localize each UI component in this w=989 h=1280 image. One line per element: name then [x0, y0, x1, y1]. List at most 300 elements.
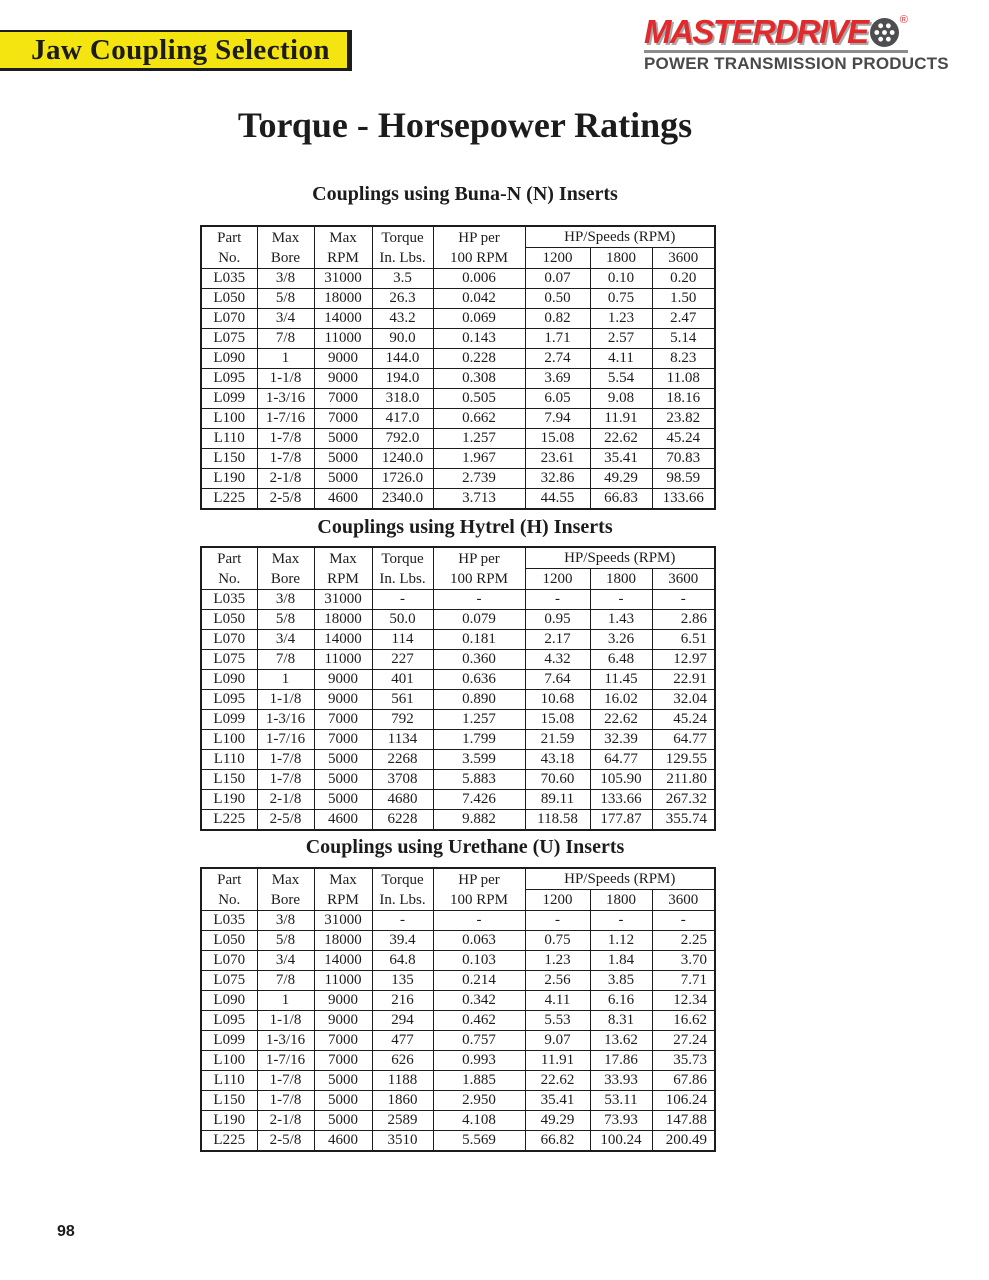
table-cell: 6.51 — [652, 630, 715, 650]
table-cell: 0.006 — [433, 269, 525, 289]
table-cell: 31000 — [314, 590, 372, 610]
table-cell: 2-5/8 — [257, 810, 314, 831]
table-cell: 5000 — [314, 1111, 372, 1131]
table-cell: 18000 — [314, 610, 372, 630]
table-cell: L035 — [201, 590, 257, 610]
table-cell: 5.54 — [590, 369, 652, 389]
table-cell: L150 — [201, 1091, 257, 1111]
col-header-max-bore: Max Bore — [257, 226, 314, 269]
table-header — [201, 868, 715, 911]
table-cell: L099 — [201, 1031, 257, 1051]
table-cell: 7.426 — [433, 790, 525, 810]
table-cell: 8.23 — [652, 349, 715, 369]
table-cell: 12.97 — [652, 650, 715, 670]
table-cell: 1-7/16 — [257, 1051, 314, 1071]
table-cell: 0.505 — [433, 389, 525, 409]
table-cell: 0.10 — [590, 269, 652, 289]
table-cell: 2.739 — [433, 469, 525, 489]
section-title: Couplings using Urethane (U) Inserts — [305, 836, 625, 858]
table-row — [201, 690, 715, 710]
table-cell: 1.43 — [590, 610, 652, 630]
table-cell: 4.11 — [590, 349, 652, 369]
logo-top-row — [644, 13, 908, 51]
table-row — [201, 309, 715, 329]
table-row — [201, 1091, 715, 1111]
table-cell: L070 — [201, 309, 257, 329]
table-cell: 1.71 — [525, 329, 590, 349]
table-cell: 0.042 — [433, 289, 525, 309]
table-cell: 7/8 — [257, 971, 314, 991]
table-row — [201, 750, 715, 770]
table-cell: 0.20 — [652, 269, 715, 289]
table-cell: 35.41 — [590, 449, 652, 469]
banner-label: Jaw Coupling Selection — [31, 33, 330, 66]
col-header-hp-per-100rpm: HP per 100 RPM — [433, 868, 525, 911]
table-cell: 7/8 — [257, 650, 314, 670]
table-cell: 5000 — [314, 770, 372, 790]
logo-tagline: POWER TRANSMISSION PRODUCTS — [644, 54, 949, 73]
table-cell: - — [372, 590, 433, 610]
table-cell: 11.91 — [590, 409, 652, 429]
table-cell: 5000 — [314, 429, 372, 449]
table-cell: 0.757 — [433, 1031, 525, 1051]
col-header-part-no: Part No. — [201, 226, 257, 269]
table-cell: 0.214 — [433, 971, 525, 991]
table-cell: L110 — [201, 429, 257, 449]
col-header-torque: Torque In. Lbs. — [372, 547, 433, 590]
col-header-1800: 1800 — [590, 569, 652, 590]
table-cell: 118.58 — [525, 810, 590, 831]
table-cell: 100.24 — [590, 1131, 652, 1152]
table-cell: - — [590, 911, 652, 931]
table-cell: 5000 — [314, 1091, 372, 1111]
table-header — [201, 226, 715, 269]
table-row — [201, 770, 715, 790]
table-cell: L110 — [201, 1071, 257, 1091]
table-cell: 33.93 — [590, 1071, 652, 1091]
table-cell: L100 — [201, 730, 257, 750]
table-cell: 22.62 — [525, 1071, 590, 1091]
table-cell: 0.308 — [433, 369, 525, 389]
table-cell: 9000 — [314, 670, 372, 690]
table-cell: 2340.0 — [372, 489, 433, 510]
table-cell: L075 — [201, 971, 257, 991]
table-cell: 9.08 — [590, 389, 652, 409]
table-cell: L090 — [201, 991, 257, 1011]
col-header-1200: 1200 — [525, 890, 590, 911]
table-cell: L075 — [201, 650, 257, 670]
table-cell: 2.25 — [652, 931, 715, 951]
table-cell: 16.62 — [652, 1011, 715, 1031]
table-cell: 7000 — [314, 389, 372, 409]
table-cell: 10.68 — [525, 690, 590, 710]
table-cell: 3.26 — [590, 630, 652, 650]
table-cell: 9.882 — [433, 810, 525, 831]
table-cell: L090 — [201, 349, 257, 369]
table-cell: 1-1/8 — [257, 690, 314, 710]
table-cell: 1-7/8 — [257, 429, 314, 449]
table-row — [201, 971, 715, 991]
table-cell: 2.47 — [652, 309, 715, 329]
table-cell: L075 — [201, 329, 257, 349]
table-cell: 1726.0 — [372, 469, 433, 489]
table-cell: 1-3/16 — [257, 710, 314, 730]
table-cell: L190 — [201, 469, 257, 489]
table-row — [201, 730, 715, 750]
table-cell: 2-5/8 — [257, 1131, 314, 1152]
table-cell: 0.95 — [525, 610, 590, 630]
table-cell: L225 — [201, 489, 257, 510]
table-cell: 0.07 — [525, 269, 590, 289]
table-cell: 792.0 — [372, 429, 433, 449]
table-cell: - — [652, 911, 715, 931]
table-cell: 2.17 — [525, 630, 590, 650]
registered-trademark-symbol: ® — [899, 14, 908, 26]
table-cell: 792 — [372, 710, 433, 730]
col-header-torque: Torque In. Lbs. — [372, 226, 433, 269]
table-cell: 3/8 — [257, 911, 314, 931]
table-cell: 2589 — [372, 1111, 433, 1131]
table-cell: L095 — [201, 690, 257, 710]
table-cell: 2-5/8 — [257, 489, 314, 510]
table-cell: L100 — [201, 1051, 257, 1071]
section-title: Couplings using Hytrel (H) Inserts — [317, 516, 613, 538]
table-cell: 15.08 — [525, 710, 590, 730]
table-cell: 14000 — [314, 951, 372, 971]
table-cell: 49.29 — [590, 469, 652, 489]
table-cell: 1.257 — [433, 429, 525, 449]
table-body — [201, 269, 715, 510]
table-cell: 64.8 — [372, 951, 433, 971]
table-cell: 1.257 — [433, 710, 525, 730]
table-cell: 5.53 — [525, 1011, 590, 1031]
table-cell: 2.74 — [525, 349, 590, 369]
table-cell: 18000 — [314, 931, 372, 951]
ratings-table-hytrel — [200, 546, 716, 831]
table-row — [201, 289, 715, 309]
table-cell: 3510 — [372, 1131, 433, 1152]
table-row — [201, 1011, 715, 1031]
table-cell: - — [433, 911, 525, 931]
table-section-buna-n — [200, 182, 730, 510]
table-cell: 5000 — [314, 449, 372, 469]
table-cell: 3/4 — [257, 630, 314, 650]
table-row — [201, 670, 715, 690]
table-cell: L190 — [201, 790, 257, 810]
table-cell: 31000 — [314, 911, 372, 931]
table-cell: 2268 — [372, 750, 433, 770]
table-cell: 73.93 — [590, 1111, 652, 1131]
table-cell: 227 — [372, 650, 433, 670]
table-cell: 1860 — [372, 1091, 433, 1111]
table-cell: 0.50 — [525, 289, 590, 309]
table-cell: 43.18 — [525, 750, 590, 770]
col-header-hp-speeds-group: HP/Speeds (RPM) — [525, 226, 715, 248]
table-cell: L095 — [201, 369, 257, 389]
table-cell: 9000 — [314, 690, 372, 710]
col-header-1200: 1200 — [525, 569, 590, 590]
table-row — [201, 429, 715, 449]
table-cell: 144.0 — [372, 349, 433, 369]
col-header-1200: 1200 — [525, 248, 590, 269]
table-cell: 32.39 — [590, 730, 652, 750]
table-cell: 4.108 — [433, 1111, 525, 1131]
table-cell: 147.88 — [652, 1111, 715, 1131]
table-cell: 2.57 — [590, 329, 652, 349]
table-cell: 3.713 — [433, 489, 525, 510]
table-cell: 3/8 — [257, 269, 314, 289]
table-cell: 0.993 — [433, 1051, 525, 1071]
col-header-torque: Torque In. Lbs. — [372, 868, 433, 911]
table-cell: 5000 — [314, 1071, 372, 1091]
table-cell: 44.55 — [525, 489, 590, 510]
table-cell: 4600 — [314, 489, 372, 510]
table-row — [201, 650, 715, 670]
table-cell: L099 — [201, 710, 257, 730]
table-cell: 22.91 — [652, 670, 715, 690]
table-cell: 39.4 — [372, 931, 433, 951]
col-header-3600: 3600 — [652, 890, 715, 911]
table-cell: 561 — [372, 690, 433, 710]
table-cell: 7000 — [314, 1031, 372, 1051]
table-cell: L070 — [201, 630, 257, 650]
table-cell: 1-1/8 — [257, 1011, 314, 1031]
table-cell: L050 — [201, 931, 257, 951]
table-cell: 9000 — [314, 369, 372, 389]
table-cell: 18.16 — [652, 389, 715, 409]
table-cell: 66.83 — [590, 489, 652, 510]
table-cell: 53.11 — [590, 1091, 652, 1111]
table-cell: L050 — [201, 289, 257, 309]
table-cell: 49.29 — [525, 1111, 590, 1131]
table-row — [201, 369, 715, 389]
table-cell: 1.799 — [433, 730, 525, 750]
table-cell: 3708 — [372, 770, 433, 790]
col-header-hp-per-100rpm: HP per 100 RPM — [433, 547, 525, 590]
table-cell: - — [525, 911, 590, 931]
table-cell: 9.07 — [525, 1031, 590, 1051]
table-cell: 5000 — [314, 750, 372, 770]
table-cell: 0.342 — [433, 991, 525, 1011]
table-cell: 5/8 — [257, 931, 314, 951]
table-cell: 21.59 — [525, 730, 590, 750]
table-cell: 4680 — [372, 790, 433, 810]
table-cell: 2-1/8 — [257, 1111, 314, 1131]
table-cell: 23.61 — [525, 449, 590, 469]
table-cell: 32.04 — [652, 690, 715, 710]
table-cell: 3.69 — [525, 369, 590, 389]
table-cell: L190 — [201, 1111, 257, 1131]
table-cell: - — [372, 911, 433, 931]
table-row — [201, 469, 715, 489]
table-cell: 7000 — [314, 409, 372, 429]
table-cell: 4.11 — [525, 991, 590, 1011]
table-cell: 23.82 — [652, 409, 715, 429]
table-cell: 18000 — [314, 289, 372, 309]
col-header-hp-speeds-group: HP/Speeds (RPM) — [525, 868, 715, 890]
table-row — [201, 389, 715, 409]
table-cell: 4600 — [314, 1131, 372, 1152]
table-row — [201, 329, 715, 349]
table-cell: L050 — [201, 610, 257, 630]
table-cell: 8.31 — [590, 1011, 652, 1031]
table-cell: 0.063 — [433, 931, 525, 951]
table-cell: 0.662 — [433, 409, 525, 429]
table-cell: L150 — [201, 770, 257, 790]
table-cell: 211.80 — [652, 770, 715, 790]
table-cell: 2-1/8 — [257, 790, 314, 810]
table-cell: 0.079 — [433, 610, 525, 630]
table-cell: 3/8 — [257, 590, 314, 610]
table-cell: L035 — [201, 911, 257, 931]
table-cell: 1.23 — [590, 309, 652, 329]
col-header-hp-speeds-group: HP/Speeds (RPM) — [525, 547, 715, 569]
col-header-1800: 1800 — [590, 890, 652, 911]
table-cell: 64.77 — [652, 730, 715, 750]
table-cell: L035 — [201, 269, 257, 289]
table-cell: 477 — [372, 1031, 433, 1051]
table-cell: 114 — [372, 630, 433, 650]
table-cell: L225 — [201, 1131, 257, 1152]
col-header-max-rpm: Max RPM — [314, 868, 372, 911]
table-cell: 6.48 — [590, 650, 652, 670]
table-cell: 2.56 — [525, 971, 590, 991]
table-cell: 0.636 — [433, 670, 525, 690]
col-header-max-rpm: Max RPM — [314, 226, 372, 269]
table-cell: 6.16 — [590, 991, 652, 1011]
table-cell: 133.66 — [590, 790, 652, 810]
table-cell: - — [590, 590, 652, 610]
table-cell: 98.59 — [652, 469, 715, 489]
col-header-max-bore: Max Bore — [257, 547, 314, 590]
table-cell: 200.49 — [652, 1131, 715, 1152]
table-cell: 2-1/8 — [257, 469, 314, 489]
table-cell: - — [525, 590, 590, 610]
table-cell: 1.967 — [433, 449, 525, 469]
table-cell: - — [433, 590, 525, 610]
table-cell: 0.75 — [525, 931, 590, 951]
table-row — [201, 1071, 715, 1091]
table-cell: L095 — [201, 1011, 257, 1031]
table-cell: 22.62 — [590, 710, 652, 730]
table-cell: 7000 — [314, 710, 372, 730]
table-cell: L070 — [201, 951, 257, 971]
table-cell: 135 — [372, 971, 433, 991]
table-row — [201, 710, 715, 730]
col-header-hp-per-100rpm: HP per 100 RPM — [433, 226, 525, 269]
table-cell: 9000 — [314, 349, 372, 369]
table-cell: 1.23 — [525, 951, 590, 971]
table-row — [201, 790, 715, 810]
table-cell: 35.41 — [525, 1091, 590, 1111]
table-cell: 7.71 — [652, 971, 715, 991]
table-cell: 294 — [372, 1011, 433, 1031]
table-cell: 14000 — [314, 309, 372, 329]
table-cell: 13.62 — [590, 1031, 652, 1051]
table-cell: - — [652, 590, 715, 610]
table-cell: L225 — [201, 810, 257, 831]
masterdrive-logo — [644, 13, 949, 74]
table-cell: 0.75 — [590, 289, 652, 309]
table-cell: 0.103 — [433, 951, 525, 971]
table-cell: 35.73 — [652, 1051, 715, 1071]
table-cell: 106.24 — [652, 1091, 715, 1111]
table-cell: 417.0 — [372, 409, 433, 429]
table-cell: 1-7/16 — [257, 409, 314, 429]
table-cell: 90.0 — [372, 329, 433, 349]
table-cell: 3/4 — [257, 951, 314, 971]
table-cell: 16.02 — [590, 690, 652, 710]
table-cell: 1-7/8 — [257, 770, 314, 790]
table-cell: 0.143 — [433, 329, 525, 349]
table-cell: 3.70 — [652, 951, 715, 971]
table-cell: 1-3/16 — [257, 389, 314, 409]
col-header-part-no: Part No. — [201, 547, 257, 590]
table-cell: 0.462 — [433, 1011, 525, 1031]
table-cell: 5.883 — [433, 770, 525, 790]
table-cell: 1-7/8 — [257, 1091, 314, 1111]
table-cell: 31000 — [314, 269, 372, 289]
table-cell: 1134 — [372, 730, 433, 750]
table-cell: 1.885 — [433, 1071, 525, 1091]
table-cell: 626 — [372, 1051, 433, 1071]
table-cell: 7/8 — [257, 329, 314, 349]
ratings-table-urethane — [200, 867, 716, 1152]
table-cell: 1240.0 — [372, 449, 433, 469]
table-cell: 89.11 — [525, 790, 590, 810]
table-row — [201, 911, 715, 931]
ratings-table-buna-n — [200, 225, 716, 510]
table-cell: 129.55 — [652, 750, 715, 770]
table-cell: 1 — [257, 670, 314, 690]
table-cell: 11.45 — [590, 670, 652, 690]
page-title: Torque - Horsepower Ratings — [237, 105, 693, 145]
table-cell: 3.85 — [590, 971, 652, 991]
table-cell: 0.181 — [433, 630, 525, 650]
table-cell: 66.82 — [525, 1131, 590, 1152]
table-cell: 4.32 — [525, 650, 590, 670]
table-cell: 14000 — [314, 630, 372, 650]
table-cell: 2.950 — [433, 1091, 525, 1111]
table-row — [201, 1111, 715, 1131]
table-cell: 133.66 — [652, 489, 715, 510]
brand-wordmark: MASTERDRIVE — [644, 13, 868, 50]
table-cell: 70.60 — [525, 770, 590, 790]
table-cell: 7000 — [314, 1051, 372, 1071]
table-cell: 11000 — [314, 971, 372, 991]
table-cell: 1-7/16 — [257, 730, 314, 750]
table-cell: 401 — [372, 670, 433, 690]
table-cell: 4600 — [314, 810, 372, 831]
table-cell: 318.0 — [372, 389, 433, 409]
table-cell: 67.86 — [652, 1071, 715, 1091]
table-cell: 7.94 — [525, 409, 590, 429]
table-cell: 1188 — [372, 1071, 433, 1091]
table-cell: 7000 — [314, 730, 372, 750]
table-cell: 1-7/8 — [257, 750, 314, 770]
table-cell: 216 — [372, 991, 433, 1011]
table-cell: 11000 — [314, 329, 372, 349]
table-cell: L110 — [201, 750, 257, 770]
table-cell: 22.62 — [590, 429, 652, 449]
table-row — [201, 409, 715, 429]
table-row — [201, 1031, 715, 1051]
table-cell: 11.91 — [525, 1051, 590, 1071]
table-cell: 0.228 — [433, 349, 525, 369]
col-header-3600: 3600 — [652, 569, 715, 590]
table-cell: 5/8 — [257, 289, 314, 309]
table-cell: L100 — [201, 409, 257, 429]
